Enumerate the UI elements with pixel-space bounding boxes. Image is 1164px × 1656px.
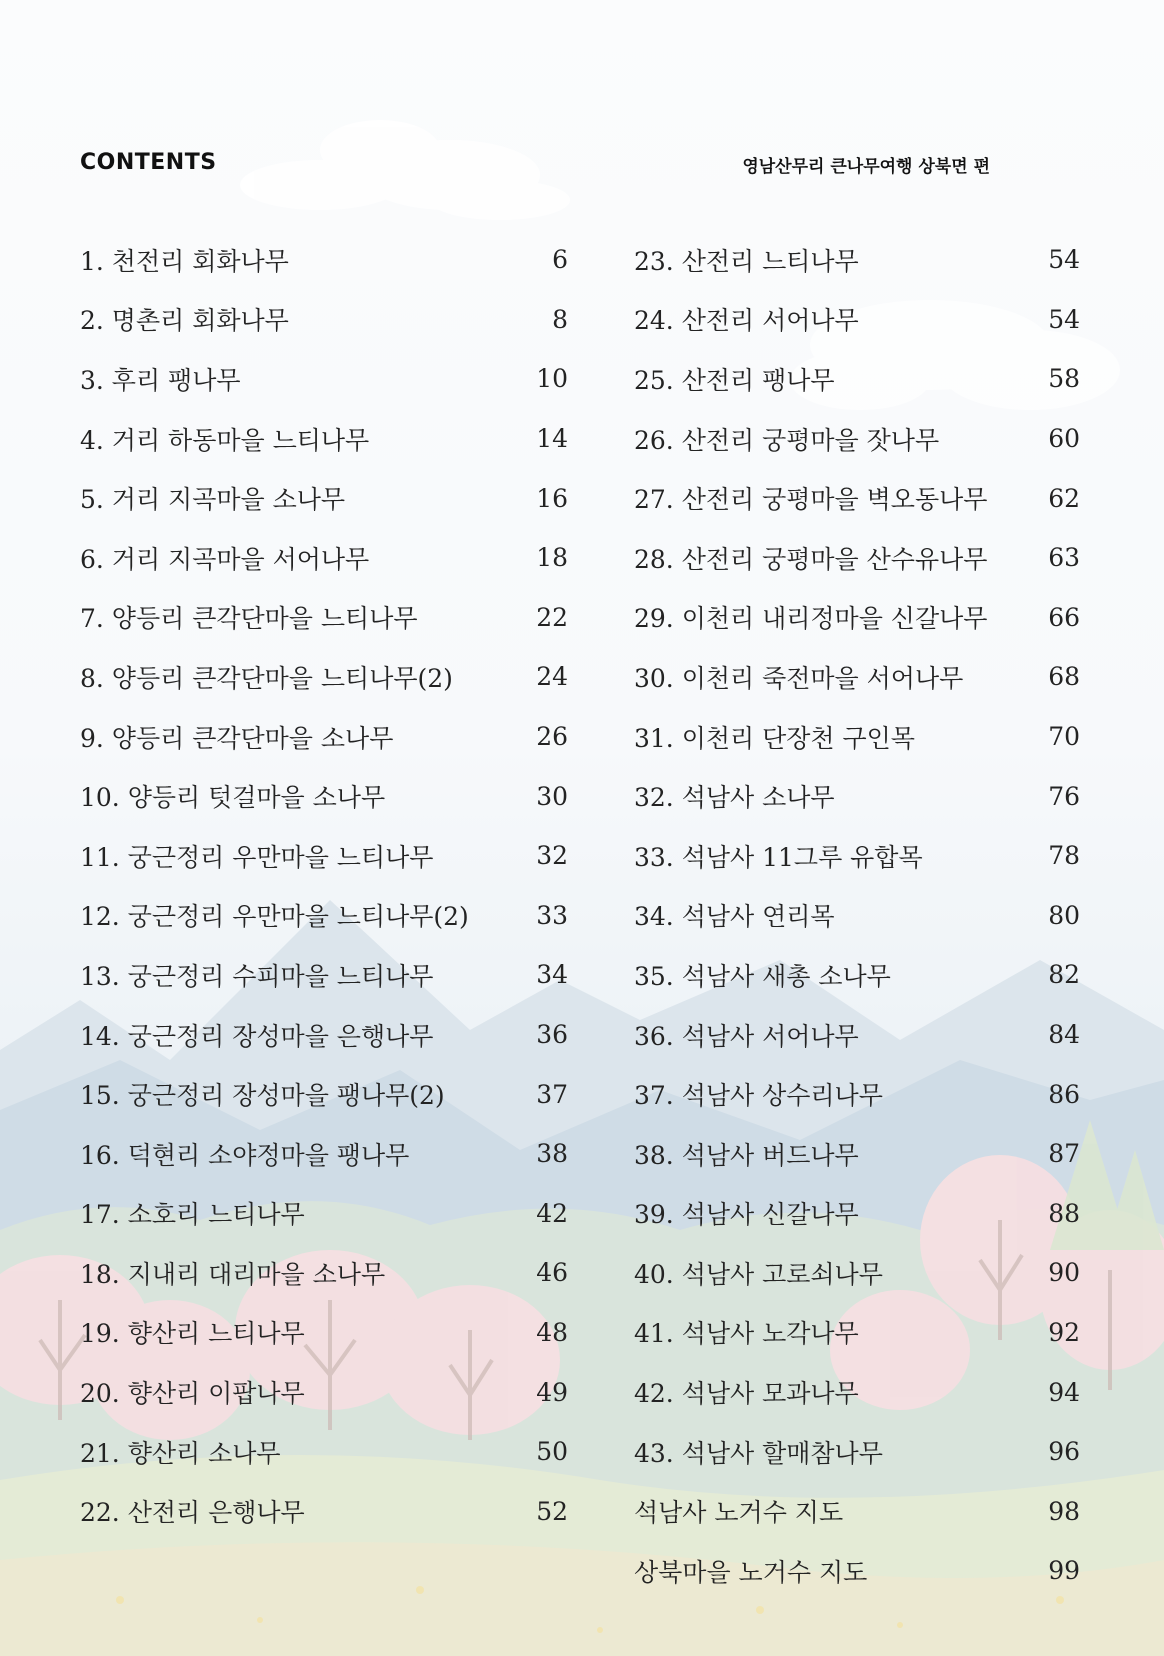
toc-entry[interactable] [80,409,568,469]
toc-entry-title: 4. 거리 하동마을 느티나무 [80,425,370,455]
toc-entry-page: 24 [536,662,568,692]
toc-entry-page: 32 [536,841,568,871]
toc-entry-title: 28. 산전리 궁평마을 산수유나무 [634,544,988,574]
toc-right-column [634,230,1080,1601]
toc-entry-title: 1. 천전리 회화나무 [80,246,289,276]
toc-entry[interactable] [80,468,568,528]
toc-entry[interactable] [634,1362,1080,1422]
toc-entry-title: 5. 거리 지곡마을 소나무 [80,485,346,515]
toc-entry[interactable] [80,349,568,409]
toc-entry-page: 49 [536,1377,568,1407]
toc-entry-title: 10. 양등리 텃걸마을 소나무 [80,783,386,813]
toc-entry-title: 29. 이천리 내리정마을 신갈나무 [634,604,988,634]
toc-entry-page: 76 [1048,781,1080,811]
toc-entry-page: 87 [1048,1139,1080,1169]
toc-entry[interactable] [80,290,568,350]
toc-entry[interactable] [80,1362,568,1422]
toc-entry-page: 52 [536,1496,568,1526]
toc-entry[interactable] [80,1005,568,1065]
toc-entry-title: 27. 산전리 궁평마을 벽오동나무 [634,485,988,515]
toc-entry-title: 26. 산전리 궁평마을 잣나무 [634,425,940,455]
toc-entry-page: 98 [1048,1496,1080,1526]
toc-entry[interactable] [634,588,1080,648]
toc-entry-title: 7. 양등리 큰각단마을 느티나무 [80,604,418,634]
toc-entry[interactable] [634,409,1080,469]
toc-entry[interactable] [80,588,568,648]
book-title: 영남산무리 큰나무여행 상북면 편 [742,157,990,177]
toc-entry[interactable] [634,1064,1080,1124]
toc-entry[interactable] [80,945,568,1005]
toc-entry[interactable] [634,528,1080,588]
toc-entry-page: 58 [1048,364,1080,394]
page-header [80,150,990,190]
toc-entry-page: 84 [1048,1020,1080,1050]
toc-entry-page: 78 [1048,841,1080,871]
toc-entry-page: 38 [536,1139,568,1169]
toc-entry[interactable] [80,766,568,826]
toc-entry-title: 33. 석남사 11그루 유합목 [634,842,923,872]
toc-entry-page: 10 [536,364,568,394]
toc-entry-page: 63 [1048,543,1080,573]
toc-entry-page: 46 [536,1258,568,1288]
toc-entry[interactable] [634,945,1080,1005]
toc-entry-title: 15. 궁근정리 장성마을 팽나무(2) [80,1081,445,1111]
contents-heading: CONTENTS [80,150,217,175]
toc-entry[interactable] [634,1243,1080,1303]
toc-entry-page: 68 [1048,662,1080,692]
toc-entry-title: 19. 향산리 느티나무 [80,1319,305,1349]
toc-entry[interactable] [80,1481,568,1541]
toc-entry[interactable] [80,1243,568,1303]
toc-entry[interactable] [80,1124,568,1184]
toc-entry-title: 23. 산전리 느티나무 [634,246,859,276]
toc-entry-page: 66 [1048,602,1080,632]
toc-entry[interactable] [634,1124,1080,1184]
toc-entry-page: 36 [536,1020,568,1050]
toc-entry[interactable] [634,1541,1080,1601]
toc-entry-title: 43. 석남사 할매참나무 [634,1438,883,1468]
toc-entry-title: 18. 지내리 대리마을 소나무 [80,1259,386,1289]
toc-entry-page: 14 [536,424,568,454]
toc-entry-title: 21. 향산리 소나무 [80,1438,281,1468]
toc-entry-page: 70 [1048,722,1080,752]
toc-entry-title: 17. 소호리 느티나무 [80,1200,305,1230]
toc-entry[interactable] [80,1184,568,1244]
toc-entry-page: 54 [1048,245,1080,275]
toc-entry-title: 2. 명촌리 회화나무 [80,306,289,336]
toc-entry-page: 99 [1048,1556,1080,1586]
toc-entry-page: 82 [1048,960,1080,990]
toc-entry-page: 86 [1048,1079,1080,1109]
toc-entry-title: 11. 궁근정리 우만마을 느티나무 [80,842,434,872]
toc-entry-page: 30 [536,781,568,811]
toc-entry[interactable] [634,707,1080,767]
toc-entry-title: 31. 이천리 단장천 구인목 [634,723,915,753]
toc-entry-page: 80 [1048,900,1080,930]
toc-entry[interactable] [634,1481,1080,1541]
toc-entry[interactable] [634,826,1080,886]
toc-entry-title: 12. 궁근정리 우만마을 느티나무(2) [80,902,469,932]
toc-entry-page: 96 [1048,1437,1080,1467]
toc-entry-title: 20. 향산리 이팝나무 [80,1379,305,1409]
toc-entry-title: 34. 석남사 연리목 [634,902,835,932]
toc-entry-title: 35. 석남사 새총 소나무 [634,961,891,991]
toc-entry[interactable] [80,886,568,946]
toc-entry[interactable] [80,1422,568,1482]
toc-entry-title: 8. 양등리 큰각단마을 느티나무(2) [80,663,453,693]
toc-entry-page: 62 [1048,483,1080,513]
toc-entry-page: 92 [1048,1317,1080,1347]
toc-entry[interactable] [634,766,1080,826]
toc-entry[interactable] [634,349,1080,409]
toc-entry-title: 30. 이천리 죽전마을 서어나무 [634,663,964,693]
toc-entry-page: 18 [536,543,568,573]
toc-entry-page: 6 [552,245,568,275]
toc-entry-title: 석남사 노거수 지도 [634,1498,844,1528]
toc-left-column [80,230,568,1541]
toc-entry-title: 3. 후리 팽나무 [80,365,241,395]
toc-entry-title: 13. 궁근정리 수피마을 느티나무 [80,961,434,991]
toc-entry[interactable] [634,1303,1080,1363]
toc-entry-page: 60 [1048,424,1080,454]
toc-entry[interactable] [634,290,1080,350]
toc-entry-title: 37. 석남사 상수리나무 [634,1081,883,1111]
toc-entry-title: 16. 덕현리 소야정마을 팽나무 [80,1140,410,1170]
toc-entry-title: 40. 석남사 고로쇠나무 [634,1259,883,1289]
toc-entry[interactable] [634,647,1080,707]
toc-entry-title: 32. 석남사 소나무 [634,783,835,813]
toc-entry-page: 34 [536,960,568,990]
toc-entry-page: 26 [536,722,568,752]
toc-entry[interactable] [80,528,568,588]
toc-entry-title: 6. 거리 지곡마을 서어나무 [80,544,370,574]
toc-entry-page: 50 [536,1437,568,1467]
toc-entry-page: 16 [536,483,568,513]
toc-entry-page: 22 [536,602,568,632]
toc-entry-title: 36. 석남사 서어나무 [634,1021,859,1051]
toc-entry[interactable] [80,826,568,886]
toc-entry[interactable] [80,1064,568,1124]
toc-entry-title: 25. 산전리 팽나무 [634,365,835,395]
toc-entry[interactable] [634,886,1080,946]
toc-entry[interactable] [80,1303,568,1363]
toc-entry[interactable] [80,230,568,290]
toc-entry-page: 94 [1048,1377,1080,1407]
toc-entry-title: 41. 석남사 노각나무 [634,1319,859,1349]
toc-entry[interactable] [634,1184,1080,1244]
toc-entry[interactable] [80,707,568,767]
toc-entry-page: 90 [1048,1258,1080,1288]
toc-entry-page: 54 [1048,304,1080,334]
toc-entry-page: 88 [1048,1198,1080,1228]
toc-entry-title: 9. 양등리 큰각단마을 소나무 [80,723,394,753]
toc-entry[interactable] [634,230,1080,290]
toc-entry-page: 8 [552,304,568,334]
toc-entry-title: 24. 산전리 서어나무 [634,306,859,336]
toc-entry-title: 14. 궁근정리 장성마을 은행나무 [80,1021,434,1051]
toc-entry[interactable] [80,647,568,707]
toc-entry-title: 39. 석남사 신갈나무 [634,1200,859,1230]
toc-entry[interactable] [634,468,1080,528]
toc-entry-title: 22. 산전리 은행나무 [80,1498,305,1528]
toc-entry-page: 37 [536,1079,568,1109]
toc-entry[interactable] [634,1422,1080,1482]
toc-entry-title: 42. 석남사 모과나무 [634,1379,859,1409]
toc-entry-title: 38. 석남사 버드나무 [634,1140,859,1170]
toc-entry-title: 상북마을 노거수 지도 [634,1557,868,1587]
toc-entry-page: 42 [536,1198,568,1228]
toc-entry-page: 48 [536,1317,568,1347]
toc-entry[interactable] [634,1005,1080,1065]
toc-entry-page: 33 [536,900,568,930]
